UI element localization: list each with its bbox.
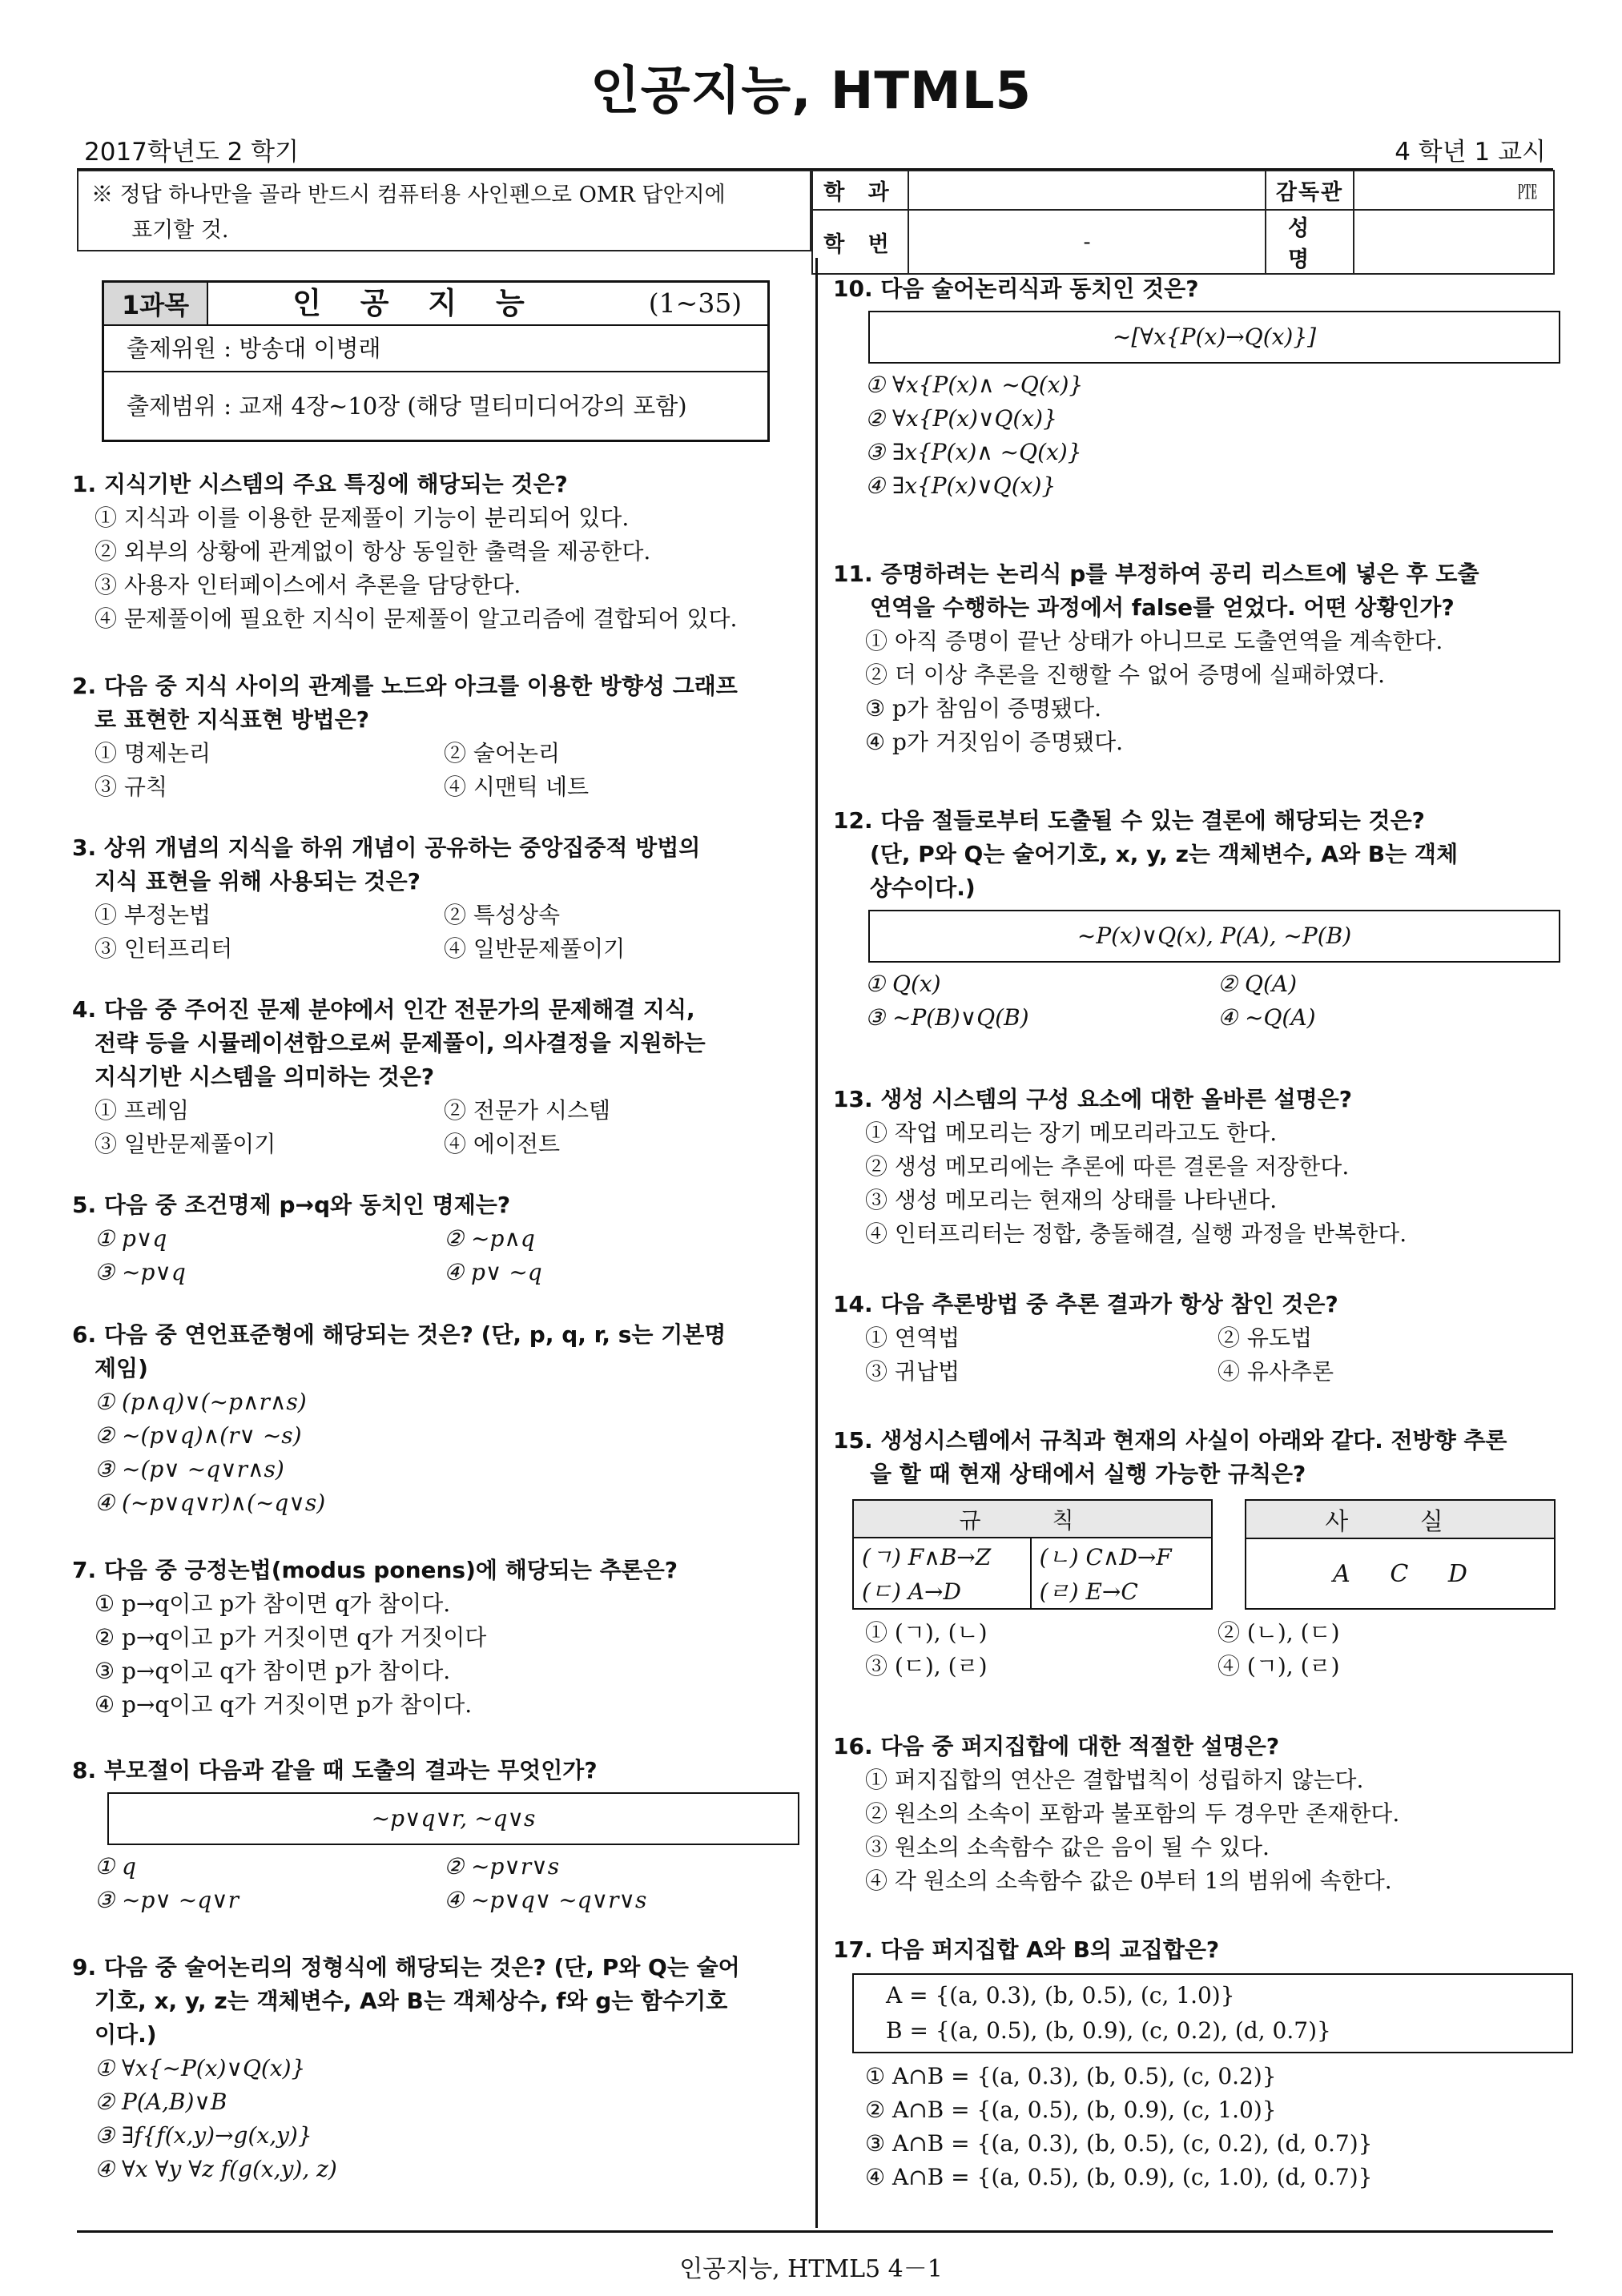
question-stem-line-2: 기호, x, y, z는 객체변수, A와 B는 객체상수, f와 g는 함수기호 xyxy=(95,1988,728,2014)
option-1[interactable]: ① p→q이고 p가 참이면 q가 참이다. xyxy=(95,1590,451,1617)
option-4[interactable]: ④ 일반문제풀이기 xyxy=(444,935,626,962)
option-1[interactable]: ① ∀x{~P(x)∨Q(x)} xyxy=(95,2055,306,2081)
option-2[interactable]: ② 더 이상 추론을 진행할 수 없어 증명에 실패하였다. xyxy=(865,661,1386,688)
question-stem: 16. 다음 중 퍼지집합에 대한 적절한 설명은? xyxy=(833,1733,1280,1759)
subject-box xyxy=(102,280,770,442)
subject-name: 인 공 지 능 xyxy=(292,286,539,320)
option-1[interactable]: ① p∨q xyxy=(95,1225,167,1252)
clause-box: ~P(x)∨Q(x), P(A), ~P(B) xyxy=(868,910,1560,963)
formula-box: ~[∀x{P(x)→Q(x)}] xyxy=(868,311,1560,364)
question-1 xyxy=(72,468,793,636)
option-3[interactable]: ③ 원소의 소속함수 값은 음이 될 수 있다. xyxy=(865,1834,1270,1860)
question-stem: 5. 다음 중 조건명제 p→q와 동치인 명제는? xyxy=(72,1192,511,1218)
question-12 xyxy=(833,804,1570,1035)
option-4[interactable]: ④ ~p∨q∨ ~q∨r∨s xyxy=(444,1887,647,1913)
rule-b: (ㄴ) C∧D→F xyxy=(1031,1538,1212,1573)
option-4[interactable]: ④ 각 원소의 소속함수 값은 0부터 1의 범위에 속한다. xyxy=(865,1868,1392,1894)
option-4[interactable]: ④ p∨ ~q xyxy=(444,1259,542,1285)
option-2[interactable]: ② ~p∧q xyxy=(444,1225,535,1252)
option-4[interactable]: ④ 시맨틱 네트 xyxy=(444,774,590,800)
rule-c: (ㄷ) A→D xyxy=(853,1574,1031,1609)
question-stem-line-1: 3. 상위 개념의 지식을 하위 개념이 공유하는 중앙집중적 방법의 xyxy=(72,834,701,861)
option-1[interactable]: ① Q(x) xyxy=(865,971,941,997)
option-2[interactable]: ② ~p∨r∨s xyxy=(444,1853,560,1880)
option-4[interactable]: ④ (ㄱ), (ㄹ) xyxy=(1218,1653,1340,1679)
subject-setter: 출제위원 : 방송대 이병래 xyxy=(104,326,767,372)
option-1[interactable]: ① (p∧q)∨(~p∧r∧s) xyxy=(95,1389,307,1415)
question-stem-line-2: 지식 표현을 위해 사용되는 것은? xyxy=(95,868,421,895)
question-8 xyxy=(72,1754,793,1917)
facts-values: A C D xyxy=(1246,1538,1555,1609)
subject-tag: 1과목 xyxy=(104,283,208,324)
question-stem: 8. 부모절이 다음과 같을 때 도출의 결과는 무엇인가? xyxy=(72,1757,598,1783)
option-2[interactable]: ② 외부의 상황에 관계없이 항상 동일한 출력을 제공한다. xyxy=(95,538,651,565)
option-3[interactable]: ③ ~p∨ ~q∨r xyxy=(95,1887,239,1913)
option-2[interactable]: ② 전문가 시스템 xyxy=(444,1097,611,1124)
grade-period: 4 학년 1 교시 xyxy=(1395,138,1546,167)
question-stem-line-2: (단, P와 Q는 술어기호, x, y, z는 객체변수, A와 B는 객체 xyxy=(870,841,1459,867)
rule-d: (ㄹ) E→C xyxy=(1031,1574,1212,1609)
dept-label: 학 과 xyxy=(812,171,908,210)
set-b: B = {(a, 0.5), (b, 0.9), (c, 0.2), (d, 0.7)} xyxy=(886,2017,1331,2044)
question-stem-line-1: 12. 다음 절들로부터 도출될 수 있는 결론에 해당되는 것은? xyxy=(833,807,1425,834)
option-1[interactable]: ① A∩B = {(a, 0.3), (b, 0.5), (c, 0.2)} xyxy=(865,2063,1277,2089)
facts-header: 사 실 xyxy=(1246,1500,1555,1538)
option-3[interactable]: ③ p가 참임이 증명됐다. xyxy=(865,695,1102,722)
clause-box: ~p∨q∨r, ~q∨s xyxy=(107,1792,799,1845)
option-1[interactable]: ① 지식과 이를 이용한 문제풀이 기능이 분리되어 있다. xyxy=(95,505,630,531)
page-footer: 인공지능, HTML5 4－1 xyxy=(679,2255,943,2283)
question-14 xyxy=(833,1288,1570,1389)
option-1[interactable]: ① q xyxy=(95,1853,136,1880)
year-term: 2017학년도 2 학기 xyxy=(84,138,300,167)
question-7 xyxy=(72,1554,793,1722)
question-stem-line-2: 제임) xyxy=(95,1355,148,1381)
option-3[interactable]: ③ ~(p∨ ~q∨r∧s) xyxy=(95,1456,284,1482)
option-1[interactable]: ① 연역법 xyxy=(865,1325,960,1351)
question-5 xyxy=(72,1188,793,1289)
option-2[interactable]: ② ∀x{P(x)∨Q(x)} xyxy=(865,405,1057,432)
dept-field xyxy=(908,171,1266,210)
subject-scope: 출제범위 : 교재 4장~10장 (해당 멀티미디어강의 포함) xyxy=(127,392,687,420)
question-stem-line-1: 4. 다음 중 주어진 문제 분야에서 인간 전문가의 문제해결 지식, xyxy=(72,996,695,1023)
question-stem-line-3: 상수이다.) xyxy=(870,875,976,901)
question-stem-line-1: 11. 증명하려는 논리식 p를 부정하여 공리 리스트에 넣은 후 도출 xyxy=(833,561,1479,587)
option-3[interactable]: ③ A∩B = {(a, 0.3), (b, 0.5), (c, 0.2), (d, 0.7)} xyxy=(865,2130,1373,2157)
option-3[interactable]: ③ ∃x{P(x)∧ ~Q(x)} xyxy=(865,439,1082,465)
notice-box xyxy=(77,170,811,251)
fuzzy-sets-box xyxy=(852,1973,1573,2053)
option-3[interactable]: ③ 귀납법 xyxy=(865,1358,960,1385)
question-11 xyxy=(833,557,1570,759)
option-2[interactable]: ② Q(A) xyxy=(1218,971,1298,997)
name-label: 성 명 xyxy=(1266,210,1354,274)
student-info-table xyxy=(811,170,1555,275)
question-stem-line-1: 9. 다음 중 술어논리의 정형식에 해당되는 것은? (단, P와 Q는 술어 xyxy=(72,1954,740,1980)
question-stem: 17. 다음 퍼지집합 A와 B의 교집합은? xyxy=(833,1936,1220,1963)
column-divider xyxy=(815,258,818,2228)
option-2[interactable]: ② 특성상속 xyxy=(444,902,561,928)
question-17 xyxy=(833,1933,1570,2194)
question-stem-line-2: 로 표현한 지식표현 방법은? xyxy=(95,706,370,733)
option-4[interactable]: ④ 인터프리터는 정합, 충돌해결, 실행 과정을 반복한다. xyxy=(865,1220,1407,1247)
option-4[interactable]: ④ A∩B = {(a, 0.5), (b, 0.9), (c, 1.0), (d, 0.7)} xyxy=(865,2164,1373,2190)
question-stem: 1. 지식기반 시스템의 주요 특징에 해당되는 것은? xyxy=(72,471,568,497)
question-stem-line-2: 을 할 때 현재 상태에서 실행 가능한 규칙은? xyxy=(870,1461,1306,1487)
rules-table xyxy=(852,1499,1213,1610)
set-a: A = {(a, 0.3), (b, 0.5), (c, 1.0)} xyxy=(886,1982,1235,2008)
seal-mark: ㉐ xyxy=(1354,171,1554,210)
option-2[interactable]: ② 술어논리 xyxy=(444,740,561,766)
option-2[interactable]: ② 유도법 xyxy=(1218,1325,1313,1351)
question-stem: 13. 생성 시스템의 구성 요소에 대한 올바른 설명은? xyxy=(833,1086,1352,1112)
option-3[interactable]: ③ 생성 메모리는 현재의 상태를 나타낸다. xyxy=(865,1187,1278,1213)
option-2[interactable]: ② 생성 메모리에는 추론에 따른 결론을 저장한다. xyxy=(865,1153,1350,1180)
question-13 xyxy=(833,1083,1570,1251)
question-stem-line-3: 이다.) xyxy=(95,2021,157,2048)
supervisor-label: 감독관 xyxy=(1266,171,1354,210)
subject-range: (1~35) xyxy=(648,288,743,319)
option-4[interactable]: ④ 유사추론 xyxy=(1218,1358,1334,1385)
question-stem: 10. 다음 술어논리식과 동치인 것은? xyxy=(833,275,1199,302)
question-4 xyxy=(72,993,793,1161)
bottom-rule xyxy=(77,2230,1553,2233)
option-4[interactable]: ④ p→q이고 q가 거짓이면 p가 참이다. xyxy=(95,1691,473,1718)
question-stem-line-3: 지식기반 시스템을 의미하는 것은? xyxy=(95,1064,435,1090)
option-2[interactable]: ② 원소의 소속이 포함과 불포함의 두 경우만 존재한다. xyxy=(865,1800,1400,1827)
question-15 xyxy=(833,1424,1570,1683)
question-stem-line-1: 15. 생성시스템에서 규칙과 현재의 사실이 아래와 같다. 전방향 추론 xyxy=(833,1427,1507,1454)
question-stem: 14. 다음 추론방법 중 추론 결과가 항상 참인 것은? xyxy=(833,1291,1338,1317)
option-4[interactable]: ④ 에이전트 xyxy=(444,1131,561,1157)
option-1[interactable]: ① (ㄱ), (ㄴ) xyxy=(865,1619,988,1646)
option-3[interactable]: ③ p→q이고 q가 참이면 p가 참이다. xyxy=(95,1658,451,1684)
question-9 xyxy=(72,1951,793,2186)
notice-line-1: ※ 정답 하나만을 골라 반드시 컴퓨터용 사인펜으로 OMR 답안지에 xyxy=(91,183,726,207)
option-3[interactable]: ③ 인터프리터 xyxy=(95,935,233,962)
question-stem-line-1: 6. 다음 중 연언표준형에 해당되는 것은? (단, p, q, r, s는 기본명 xyxy=(72,1321,726,1348)
question-10 xyxy=(833,272,1570,503)
notice-line-2: 표기할 것. xyxy=(131,218,229,243)
option-3[interactable]: ③ 사용자 인터페이스에서 추론을 담당한다. xyxy=(95,572,521,598)
option-4[interactable]: ④ 문제풀이에 필요한 지식이 문제풀이 알고리즘에 결합되어 있다. xyxy=(95,605,738,632)
option-1[interactable]: ① ∀x{P(x)∧ ~Q(x)} xyxy=(865,372,1084,398)
option-3[interactable]: ③ (ㄷ), (ㄹ) xyxy=(865,1653,988,1679)
rule-a: (ㄱ) F∧B→Z xyxy=(853,1538,1031,1573)
option-4[interactable]: ④ ∀x ∀y ∀z f(g(x,y), z) xyxy=(95,2156,337,2182)
id-label: 학 번 xyxy=(812,210,908,274)
option-4[interactable]: ④ (~p∨q∨r)∧(~q∨s) xyxy=(95,1490,326,1516)
question-stem-line-1: 2. 다음 중 지식 사이의 관계를 노드와 아크를 이용한 방향성 그래프 xyxy=(72,673,738,699)
question-6 xyxy=(72,1318,793,1520)
option-2[interactable]: ② P(A,B)∨B xyxy=(95,2089,227,2115)
option-1[interactable]: ① 부정논법 xyxy=(95,902,211,928)
option-2[interactable]: ② A∩B = {(a, 0.5), (b, 0.9), (c, 1.0)} xyxy=(865,2097,1277,2123)
option-1[interactable]: ① 작업 메모리는 장기 메모리라고도 한다. xyxy=(865,1120,1278,1146)
option-4[interactable]: ④ p가 거짓임이 증명됐다. xyxy=(865,729,1124,755)
option-4[interactable]: ④ ∃x{P(x)∨Q(x)} xyxy=(865,472,1057,499)
option-2[interactable]: ② ~(p∨q)∧(r∨ ~s) xyxy=(95,1422,302,1449)
option-3[interactable]: ③ 규칙 xyxy=(95,774,167,800)
id-field: - xyxy=(908,210,1266,274)
option-3[interactable]: ③ ~p∨q xyxy=(95,1259,186,1285)
question-stem: 7. 다음 중 긍정논법(modus ponens)에 해당되는 추론은? xyxy=(72,1557,678,1583)
option-3[interactable]: ③ 일반문제풀이기 xyxy=(95,1131,276,1157)
option-1[interactable]: ① 프레임 xyxy=(95,1097,190,1124)
option-2[interactable]: ② (ㄴ), (ㄷ) xyxy=(1218,1619,1340,1646)
question-stem-line-2: 전략 등을 시뮬레이션함으로써 문제풀이, 의사결정을 지원하는 xyxy=(95,1030,706,1056)
option-2[interactable]: ② p→q이고 p가 거짓이면 q가 거짓이다 xyxy=(95,1624,487,1651)
question-3 xyxy=(72,831,793,966)
option-1[interactable]: ① 퍼지집합의 연산은 결합법칙이 성립하지 않는다. xyxy=(865,1767,1364,1793)
option-4[interactable]: ④ ~Q(A) xyxy=(1218,1004,1316,1031)
question-16 xyxy=(833,1730,1570,1898)
question-stem-line-2: 연역을 수행하는 과정에서 false를 얻었다. 어떤 상황인가? xyxy=(870,594,1455,621)
option-3[interactable]: ③ ∃f{f(x,y)→g(x,y)} xyxy=(95,2122,312,2149)
option-1[interactable]: ① 명제논리 xyxy=(95,740,211,766)
option-3[interactable]: ③ ~P(B)∨Q(B) xyxy=(865,1004,1029,1031)
rules-header: 규 칙 xyxy=(853,1500,1212,1538)
facts-table xyxy=(1245,1499,1556,1610)
option-1[interactable]: ① 아직 증명이 끝난 상태가 아니므로 도출연역을 계속한다. xyxy=(865,628,1443,654)
question-2 xyxy=(72,669,793,804)
page-title: 인공지능, HTML5 xyxy=(590,62,1032,121)
name-field xyxy=(1354,210,1554,274)
